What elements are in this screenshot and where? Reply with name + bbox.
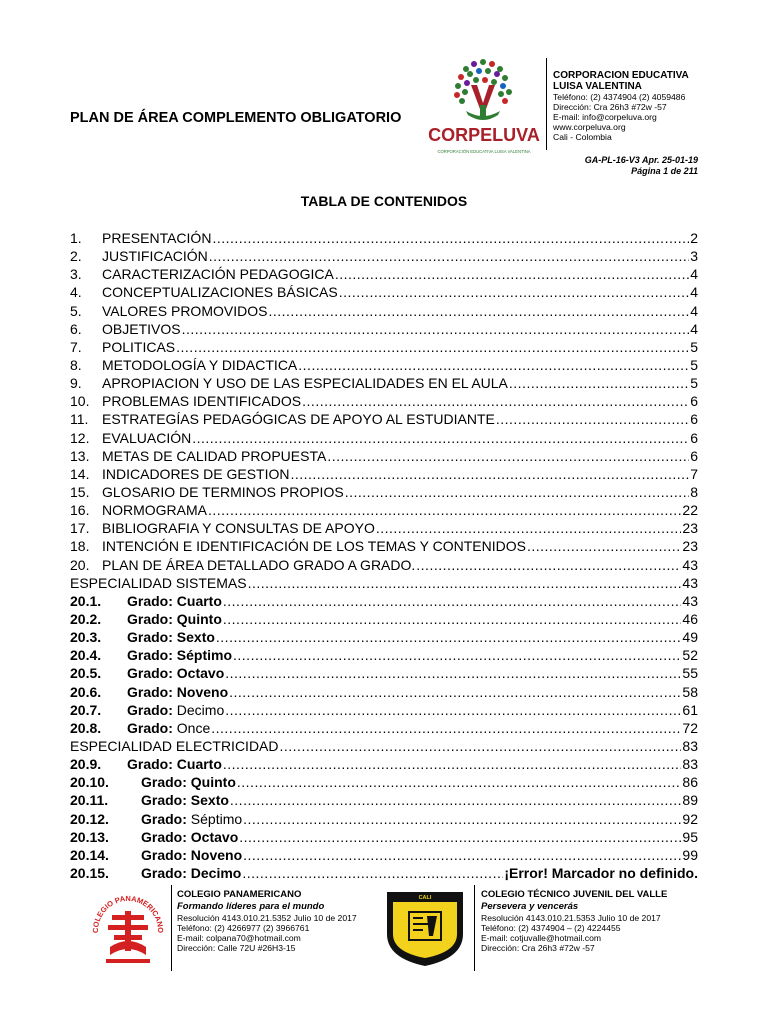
org-name-line1: CORPORACION EDUCATIVA <box>553 70 689 81</box>
table-of-contents <box>70 229 698 882</box>
toc-entry[interactable] <box>70 592 698 610</box>
toc-entry-number: 20.7. <box>70 701 102 718</box>
toc-entry[interactable] <box>70 628 698 646</box>
toc-entry-label-bold: Grado: Noveno <box>141 846 243 863</box>
toc-entry[interactable] <box>70 320 698 338</box>
toc-dot-leader <box>243 846 681 864</box>
toc-dot-leader <box>376 519 682 537</box>
toc-entry-page: 6 <box>690 429 698 446</box>
toc-entry-label: ESTRATEGÍAS PEDAGÓGICAS DE APOYO AL ESTUDIANTE <box>102 411 495 428</box>
toc-entry-label <box>141 791 229 809</box>
toc-entry-label-bold: Grado: Quinto <box>127 610 222 627</box>
toc-dot-leader <box>345 483 690 501</box>
org-email: E-mail: info@corpeluva.org <box>553 112 657 122</box>
toc-entry-number: 20.10. <box>70 774 109 791</box>
toc-entry-number: 5. <box>70 302 82 319</box>
panamericano-address: Dirección: Calle 72U #26H3-15 <box>177 943 296 953</box>
toc-dot-leader <box>225 701 681 719</box>
toc-entry-page: 23 <box>682 538 698 555</box>
toc-entry-number: 7. <box>70 338 82 355</box>
toc-dot-leader <box>496 410 689 428</box>
toc-dot-leader <box>509 374 689 392</box>
toc-entry-page: 2 <box>690 230 698 246</box>
toc-entry[interactable] <box>70 374 698 392</box>
toc-entry-label: NORMOGRAMA <box>102 502 207 519</box>
toc-entry-page: 4 <box>690 320 698 337</box>
toc-entry-label: ESPECIALIDAD SISTEMAS <box>70 574 247 591</box>
corpeluva-logo <box>428 55 540 165</box>
toc-entry-page: 99 <box>682 846 698 863</box>
toc-entry-number: 6. <box>70 320 82 337</box>
toc-entry-number: 20.5. <box>70 665 102 682</box>
svg-text:CORPELUVA: CORPELUVA <box>428 125 540 145</box>
toc-dot-leader <box>192 429 689 447</box>
toc-entry-number: 4. <box>70 284 82 301</box>
toc-entry-number: 1. <box>70 230 82 246</box>
toc-entry-number: 20.2. <box>70 610 102 627</box>
toc-entry-label <box>141 773 236 791</box>
toc-entry-page: 6 <box>690 411 698 428</box>
toc-entry[interactable] <box>70 574 698 592</box>
toc-entry-label: GLOSARIO DE TERMINOS PROPIOS <box>102 483 344 500</box>
toc-entry[interactable] <box>70 265 698 283</box>
toc-entry-page: 58 <box>682 683 698 700</box>
svg-text:CORPORACIÓN EDUCATIVA LUISA VA: CORPORACIÓN EDUCATIVA LUISA VALENTINA <box>437 149 531 154</box>
toc-entry-number: 9. <box>70 375 82 392</box>
toc-entry-page: 72 <box>682 719 698 736</box>
toc-entry-number: 20.8. <box>70 719 102 736</box>
toc-entry[interactable] <box>70 447 698 465</box>
toc-dot-leader <box>212 229 689 247</box>
panamericano-seal-icon <box>88 885 168 971</box>
toc-entry-label-bold: Grado: Octavo <box>141 828 239 845</box>
toc-entry-label: INDICADORES DE GESTION <box>102 465 290 482</box>
toc-dot-leader <box>225 664 681 682</box>
toc-entry[interactable] <box>70 519 698 537</box>
toc-dot-leader <box>223 755 682 773</box>
toc-entry-label: OBJETIVOS <box>102 320 181 337</box>
doc-code-line: GA-PL-16-V3 Apr. 25-01-19 <box>584 155 698 165</box>
footer-right-divider <box>474 885 475 971</box>
tree-logo-icon <box>428 55 540 165</box>
panamericano-name: COLEGIO PANAMERICANO <box>177 889 302 900</box>
toc-dot-leader <box>327 447 689 465</box>
toc-entry-label-bold: Grado: <box>127 719 173 736</box>
toc-entry-page: 46 <box>682 610 698 627</box>
toc-entry-label <box>127 610 222 628</box>
svg-text:CALI: CALI <box>418 895 432 901</box>
toc-entry[interactable] <box>70 537 698 555</box>
toc-entry-label-bold: Grado: Decimo <box>141 864 242 881</box>
toc-entry-label: CARACTERIZACIÓN PEDAGOGICA <box>102 266 334 283</box>
toc-dot-leader <box>280 737 682 755</box>
toc-dot-leader <box>229 683 681 701</box>
toc-entry-page: 23 <box>682 520 698 537</box>
toc-entry-number: 16. <box>70 502 90 519</box>
toc-entry[interactable] <box>70 846 698 864</box>
organization-info <box>553 70 723 142</box>
panamericano-phone: Teléfono: (2) 4266977 (2) 3966761 <box>177 923 310 933</box>
org-phone: Teléfono: (2) 4374904 (2) 4059486 <box>553 92 686 102</box>
document-code <box>585 155 698 177</box>
toc-entry[interactable] <box>70 302 698 320</box>
toc-entry-label-normal: Decimo <box>172 701 225 718</box>
tecnico-juvenil-email: E-mail: cotjuvalle@hotmail.com <box>481 933 602 943</box>
toc-dot-leader <box>416 556 681 574</box>
toc-entry-number: 17. <box>70 520 90 537</box>
toc-entry-number: 11. <box>70 411 89 428</box>
org-website: www.corpeluva.org <box>553 122 626 132</box>
toc-entry[interactable] <box>70 556 698 574</box>
toc-entry-label: POLITICAS <box>102 338 176 355</box>
toc-entry-page: 5 <box>690 375 698 392</box>
toc-entry-number: 20.11. <box>70 792 109 809</box>
toc-entry-label-bold: Grado: Cuarto <box>127 592 222 609</box>
toc-dot-leader <box>290 465 689 483</box>
toc-entry-page: 5 <box>690 356 698 373</box>
toc-dot-leader <box>268 302 689 320</box>
toc-dot-leader <box>211 719 681 737</box>
toc-entry-number: 20. <box>70 556 90 573</box>
document-title: PLAN DE ÁREA COMPLEMENTO OBLIGATORIO <box>70 110 402 126</box>
toc-dot-leader <box>248 574 682 592</box>
toc-dot-leader <box>298 356 689 374</box>
toc-entry-number: 20.15. <box>70 864 109 881</box>
toc-entry-label: EVALUACIÓN <box>102 429 192 446</box>
toc-entry-page: 95 <box>682 828 698 845</box>
toc-dot-leader <box>216 628 682 646</box>
toc-entry-page: 61 <box>682 701 698 718</box>
toc-dot-leader <box>339 283 689 301</box>
toc-entry-label <box>141 864 241 882</box>
toc-entry-label <box>141 846 242 864</box>
toc-entry-page: 86 <box>682 774 698 791</box>
toc-entry-label-bold: Grado: Noveno <box>127 683 229 700</box>
panamericano-email: E-mail: colpana70@hotmail.com <box>177 933 301 943</box>
footer-left-divider <box>171 885 172 971</box>
toc-title: TABLA DE CONTENIDOS <box>300 193 468 209</box>
toc-entry-page: 49 <box>682 629 698 646</box>
toc-entry-number: 20.3. <box>70 629 102 646</box>
toc-entry-page: 3 <box>690 248 698 265</box>
toc-entry-label-normal: Once <box>172 719 211 736</box>
panamericano-logo <box>88 885 168 971</box>
toc-dot-leader <box>237 773 682 791</box>
toc-entry-page: 52 <box>682 647 698 664</box>
toc-entry[interactable] <box>70 610 698 628</box>
toc-entry[interactable] <box>70 737 698 755</box>
toc-dot-leader <box>223 610 682 628</box>
tecnico-juvenil-resolution: Resolución 4143.010.21.5353 Julio 10 de 2017 <box>481 913 661 923</box>
toc-entry[interactable] <box>70 338 698 356</box>
toc-entry-number: 20.13. <box>70 828 109 845</box>
toc-entry[interactable] <box>70 864 698 882</box>
toc-entry-number: 3. <box>70 266 82 283</box>
tecnico-juvenil-shield-icon <box>383 888 467 968</box>
toc-entry[interactable] <box>70 828 698 846</box>
toc-entry-page: 4 <box>690 284 698 301</box>
toc-entry-page: 6 <box>690 447 698 464</box>
panamericano-motto: Formando líderes para el mundo <box>177 901 325 912</box>
toc-entry-label: APROPIACION Y USO DE LAS ESPECIALIDADES EN EL AULA <box>102 375 508 392</box>
toc-entry[interactable] <box>70 664 698 682</box>
toc-entry-label <box>141 828 238 846</box>
tecnico-juvenil-motto: Persevera y vencerás <box>481 901 579 912</box>
toc-entry-number: 14. <box>70 465 90 482</box>
tecnico-juvenil-address: Dirección: Cra 26h3 #72w -57 <box>481 943 595 953</box>
toc-entry-label: BIBLIOGRAFIA Y CONSULTAS DE APOYO <box>102 520 375 537</box>
header-divider <box>546 58 547 150</box>
toc-entry-label: JUSTIFICACIÓN <box>102 248 208 265</box>
page-info: Página 1 de 211 <box>631 166 698 176</box>
toc-entry-label-normal: Séptimo <box>186 810 243 827</box>
toc-entry-label: METAS DE CALIDAD PROPUESTA <box>102 447 327 464</box>
toc-entry-page: ¡Error! Marcador no definido. <box>504 864 698 881</box>
toc-entry-page: 22 <box>682 502 698 519</box>
toc-entry[interactable] <box>70 755 698 773</box>
toc-dot-leader <box>233 646 681 664</box>
toc-entry[interactable] <box>70 683 698 701</box>
toc-entry[interactable] <box>70 247 698 265</box>
toc-entry[interactable] <box>70 810 698 828</box>
toc-entry-label <box>127 646 232 664</box>
toc-dot-leader <box>209 247 689 265</box>
panamericano-resolution: Resolución 4143.010.21.5352 Julio 10 de 2017 <box>177 913 357 923</box>
footer-right-info <box>481 889 667 953</box>
toc-entry[interactable] <box>70 483 698 501</box>
toc-entry[interactable] <box>70 229 698 247</box>
toc-entry-number: 20.12. <box>70 810 109 827</box>
toc-entry-page: 83 <box>682 756 698 773</box>
toc-entry-label <box>127 683 228 701</box>
toc-entry-page: 83 <box>682 737 698 754</box>
toc-entry-number: 20.14. <box>70 846 109 863</box>
toc-entry-number: 20.4. <box>70 647 102 664</box>
toc-entry-number: 8. <box>70 356 82 373</box>
toc-entry-label <box>127 701 224 719</box>
toc-entry-label: ESPECIALIDAD ELECTRICIDAD <box>70 737 279 754</box>
toc-entry[interactable] <box>70 410 698 428</box>
toc-entry[interactable] <box>70 356 698 374</box>
toc-entry[interactable] <box>70 283 698 301</box>
toc-entry[interactable] <box>70 392 698 410</box>
toc-entry-number: 15. <box>70 483 90 500</box>
toc-entry-label: PLAN DE ÁREA DETALLADO GRADO A GRADO. <box>102 556 416 573</box>
toc-dot-leader <box>335 265 689 283</box>
toc-entry-label-bold: Grado: <box>127 701 173 718</box>
toc-entry-page: 4 <box>690 302 698 319</box>
toc-entry[interactable] <box>70 701 698 719</box>
footer-left-info <box>177 889 357 953</box>
toc-entry-page: 43 <box>682 574 698 591</box>
toc-entry-number: 20.6. <box>70 683 102 700</box>
toc-entry-label: METODOLOGÍA Y DIDACTICA <box>102 356 298 373</box>
toc-entry-number: 10. <box>70 393 90 410</box>
toc-entry-label-bold: Grado: Cuarto <box>127 756 222 773</box>
tecnico-juvenil-name: COLEGIO TÉCNICO JUVENIL DEL VALLE <box>481 889 668 900</box>
svg-text:COLEGIO PANAMERICANO: COLEGIO PANAMERICANO <box>90 893 166 934</box>
toc-entry-number: 18. <box>70 538 90 555</box>
toc-entry[interactable] <box>70 465 698 483</box>
toc-entry-number: 20.9. <box>70 756 102 773</box>
toc-entry-page: 5 <box>690 338 698 355</box>
toc-entry-label <box>141 810 242 828</box>
toc-dot-leader <box>230 791 682 809</box>
toc-entry-label-bold: Grado: Quinto <box>141 774 236 791</box>
toc-entry-label-bold: Grado: Séptimo <box>127 647 233 664</box>
toc-entry-label <box>127 592 222 610</box>
toc-entry-label <box>127 719 210 737</box>
toc-entry-label-bold: Grado: Sexto <box>141 792 229 809</box>
toc-dot-leader <box>527 537 681 555</box>
toc-dot-leader <box>242 864 503 882</box>
toc-entry-label-bold: Grado: Sexto <box>127 629 215 646</box>
toc-entry-number: 13. <box>70 447 90 464</box>
toc-entry-label <box>127 628 215 646</box>
toc-entry-number: 2. <box>70 248 82 265</box>
org-city: Cali - Colombia <box>553 132 612 142</box>
toc-entry-label: CONCEPTUALIZACIONES BÁSICAS <box>102 284 338 301</box>
toc-entry-label-bold: Grado: <box>141 810 187 827</box>
toc-dot-leader <box>243 810 681 828</box>
toc-dot-leader <box>223 592 682 610</box>
toc-entry-label: VALORES PROMOVIDOS <box>102 302 268 319</box>
toc-dot-leader <box>208 501 681 519</box>
toc-entry-number: 20.1. <box>70 592 102 609</box>
toc-entry-page: 43 <box>682 592 698 609</box>
org-address: Dirección: Cra 26h3 #72w -57 <box>553 102 667 112</box>
toc-entry-page: 43 <box>682 556 698 573</box>
toc-entry-number: 12. <box>70 429 90 446</box>
toc-entry-page: 8 <box>690 483 698 500</box>
toc-entry-label-bold: Grado: Octavo <box>127 665 225 682</box>
toc-entry-page: 92 <box>682 810 698 827</box>
toc-dot-leader <box>176 338 689 356</box>
toc-dot-leader <box>239 828 681 846</box>
tecnico-juvenil-logo <box>383 888 467 968</box>
toc-entry-page: 55 <box>682 665 698 682</box>
toc-entry-label: PROBLEMAS IDENTIFICADOS <box>102 393 302 410</box>
toc-entry[interactable] <box>70 501 698 519</box>
toc-entry-label <box>127 755 222 773</box>
toc-entry[interactable] <box>70 429 698 447</box>
org-name-line2: LUISA VALENTINA <box>553 81 642 92</box>
toc-entry[interactable] <box>70 719 698 737</box>
toc-entry[interactable] <box>70 646 698 664</box>
toc-entry-page: 7 <box>690 465 698 482</box>
toc-entry-label: INTENCIÓN E IDENTIFICACIÓN DE LOS TEMAS Y CONTENIDOS <box>102 538 526 555</box>
toc-entry[interactable] <box>70 773 698 791</box>
toc-dot-leader <box>182 320 690 338</box>
toc-entry[interactable] <box>70 791 698 809</box>
toc-entry-page: 89 <box>682 792 698 809</box>
toc-entry-page: 4 <box>690 266 698 283</box>
toc-dot-leader <box>302 392 689 410</box>
toc-entry-label: PRESENTACIÓN <box>102 230 212 246</box>
toc-entry-page: 6 <box>690 393 698 410</box>
toc-entry-label <box>127 664 224 682</box>
tecnico-juvenil-phone: Teléfono: (2) 4374904 – (2) 4224455 <box>481 923 621 933</box>
